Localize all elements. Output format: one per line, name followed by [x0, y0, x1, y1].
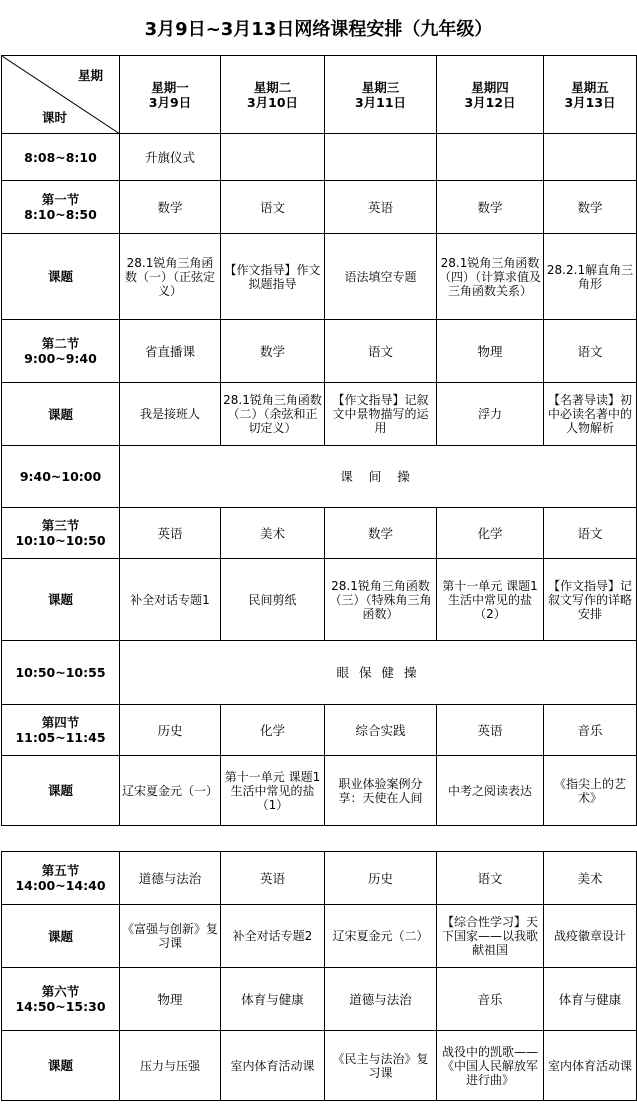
topic-cell: 【作文指导】作文拟题指导 [221, 234, 325, 320]
break-row-eye-exercise [2, 641, 637, 705]
day-header-tue [221, 56, 325, 134]
period-name: 第三节 [41, 518, 80, 533]
day-date: 3月11日 [354, 94, 407, 110]
period-time: 11:05~11:45 [15, 730, 106, 745]
subject-cell: 语文 [325, 320, 437, 383]
topic-cell: 《指尖上的艺术》 [544, 756, 637, 826]
topic-cell: 《民主与法治》复习课 [325, 1031, 437, 1101]
empty-cell [221, 134, 325, 181]
topic-cell: 【作文指导】记叙文写作的详略安排 [544, 559, 637, 641]
subject-cell: 数学 [325, 508, 437, 559]
subject-cell: 语文 [544, 320, 637, 383]
header-row [2, 56, 637, 134]
period-label [2, 852, 120, 905]
period2-subject-row [2, 320, 637, 383]
break-label [120, 446, 637, 508]
topic-cell: 语法填空专题 [325, 234, 437, 320]
topic-cell: 辽宋夏金元（一） [120, 756, 221, 826]
period1-subject-row [2, 181, 637, 234]
topic-cell: 民间剪纸 [221, 559, 325, 641]
period-label [2, 508, 120, 559]
subject-cell: 道德与法治 [325, 968, 437, 1031]
corner-cell [2, 56, 120, 134]
subject-cell: 数学 [221, 320, 325, 383]
page-title: 3月9日~3月13日网络课程安排（九年级） [144, 18, 493, 40]
schedule-table [1, 55, 637, 1101]
period-name: 第一节 [41, 192, 80, 207]
topic-cell: 28.1锐角三角函数（四）（计算求值及三角函数关系） [437, 234, 544, 320]
period4-subject-row [2, 705, 637, 756]
period-time: 9:00~9:40 [24, 351, 97, 366]
day-name: 星期三 [361, 79, 400, 95]
topic-label: 课题 [2, 756, 120, 826]
period5-topic-row [2, 905, 637, 968]
topic-cell: 辽宋夏金元（二） [325, 905, 437, 968]
subject-cell: 美术 [221, 508, 325, 559]
period3-topic-row [2, 559, 637, 641]
subject-cell: 体育与健康 [221, 968, 325, 1031]
topic-label: 课题 [2, 383, 120, 446]
topic-cell: 《富强与创新》复习课 [120, 905, 221, 968]
period6-topic-row [2, 1031, 637, 1101]
subject-cell: 综合实践 [325, 705, 437, 756]
day-date: 3月13日 [564, 94, 616, 110]
day-header-fri [544, 56, 637, 134]
day-name: 星期四 [471, 79, 509, 95]
period-time: 14:00~14:40 [15, 878, 106, 893]
break-row-exercise [2, 446, 637, 508]
topic-cell: 28.2.1解直角三角形 [544, 234, 637, 320]
topic-cell: 浮力 [437, 383, 544, 446]
day-name: 星期五 [571, 79, 609, 95]
subject-cell: 历史 [325, 852, 437, 905]
break-text: 课 间 操 [340, 469, 416, 484]
subject-cell: 体育与健康 [544, 968, 637, 1031]
break-label [120, 641, 637, 705]
topic-cell: 28.1锐角三角函数（三）（特殊角三角函数） [325, 559, 437, 641]
subject-cell: 数学 [437, 181, 544, 234]
period4-topic-row [2, 756, 637, 826]
gap-cell [2, 826, 637, 852]
empty-cell [437, 134, 544, 181]
period3-subject-row [2, 508, 637, 559]
subject-cell: 历史 [120, 705, 221, 756]
period-time: 10:10~10:50 [15, 533, 106, 548]
topic-cell: 战疫徽章设计 [544, 905, 637, 968]
topic-label: 课题 [2, 905, 120, 968]
subject-cell: 语文 [221, 181, 325, 234]
subject-cell: 物理 [437, 320, 544, 383]
subject-cell: 化学 [437, 508, 544, 559]
topic-cell: 补全对话专题1 [120, 559, 221, 641]
period-label [2, 968, 120, 1031]
topic-cell: 职业体验案例分享：天使在人间 [325, 756, 437, 826]
period-label [2, 705, 120, 756]
subject-cell: 英语 [120, 508, 221, 559]
period5-subject-row [2, 852, 637, 905]
topic-cell: 室内体育活动课 [544, 1031, 637, 1101]
corner-bottom-label: 课时 [42, 110, 68, 125]
subject-cell: 省直播课 [120, 320, 221, 383]
day-name: 星期一 [151, 79, 189, 95]
subject-cell: 道德与法治 [120, 852, 221, 905]
subject-cell: 英语 [437, 705, 544, 756]
period-label [2, 320, 120, 383]
topic-cell: 压力与压强 [120, 1031, 221, 1101]
topic-cell: 28.1锐角三角函数（二）（余弦和正切定义） [221, 383, 325, 446]
period-name: 第六节 [41, 984, 80, 999]
subject-cell: 数学 [544, 181, 637, 234]
day-date: 3月9日 [148, 94, 192, 110]
topic-cell: 第十一单元 课题1生活中常见的盐（2） [437, 559, 544, 641]
period-name: 第五节 [41, 863, 80, 878]
topic-label: 课题 [2, 559, 120, 641]
corner-top-label: 星期 [77, 68, 103, 83]
period-name: 第二节 [41, 336, 80, 351]
lunch-gap-row [2, 826, 637, 852]
topic-cell: 【名著导读】初中必读名著中的人物解析 [544, 383, 637, 446]
day-header-wed [325, 56, 437, 134]
period1-topic-row [2, 234, 637, 320]
subject-cell: 英语 [325, 181, 437, 234]
topic-cell: 28.1锐角三角函数（一）（正弦定义） [120, 234, 221, 320]
topic-cell: 我是接班人 [120, 383, 221, 446]
topic-cell: 战役中的凯歌——《中国人民解放军进行曲》 [437, 1031, 544, 1101]
subject-cell: 化学 [221, 705, 325, 756]
break-text: 眼 保 健 操 [336, 665, 420, 680]
day-name: 星期二 [253, 79, 292, 95]
topic-label: 课题 [2, 1031, 120, 1101]
subject-cell: 语文 [437, 852, 544, 905]
topic-cell: 第十一单元 课题1 生活中常见的盐（1） [221, 756, 325, 826]
flag-ceremony-cell: 升旗仪式 [120, 134, 221, 181]
subject-cell: 音乐 [437, 968, 544, 1031]
time-label: 9:40~10:00 [2, 446, 120, 508]
period-label [2, 181, 120, 234]
period-time: 8:10~8:50 [24, 207, 97, 222]
day-date: 3月10日 [246, 94, 299, 110]
subject-cell: 语文 [544, 508, 637, 559]
subject-cell: 物理 [120, 968, 221, 1031]
topic-cell: 【作文指导】记叙文中景物描写的运用 [325, 383, 437, 446]
subject-cell: 音乐 [544, 705, 637, 756]
subject-cell: 美术 [544, 852, 637, 905]
period-time: 14:50~15:30 [15, 999, 106, 1014]
subject-cell: 数学 [120, 181, 221, 234]
topic-cell: 补全对话专题2 [221, 905, 325, 968]
topic-cell: 【综合性学习】天下国家——以我歌献祖国 [437, 905, 544, 968]
day-date: 3月12日 [464, 94, 516, 110]
flag-row [2, 134, 637, 181]
day-header-thu [437, 56, 544, 134]
day-header-mon [120, 56, 221, 134]
period6-subject-row [2, 968, 637, 1031]
empty-cell [544, 134, 637, 181]
subject-cell: 英语 [221, 852, 325, 905]
period2-topic-row [2, 383, 637, 446]
topic-cell: 中考之阅读表达 [437, 756, 544, 826]
time-label: 10:50~10:55 [2, 641, 120, 705]
empty-cell [325, 134, 437, 181]
period-name: 第四节 [41, 715, 80, 730]
time-label: 8:08~8:10 [2, 134, 120, 181]
topic-cell: 室内体育活动课 [221, 1031, 325, 1101]
topic-label: 课题 [2, 234, 120, 320]
